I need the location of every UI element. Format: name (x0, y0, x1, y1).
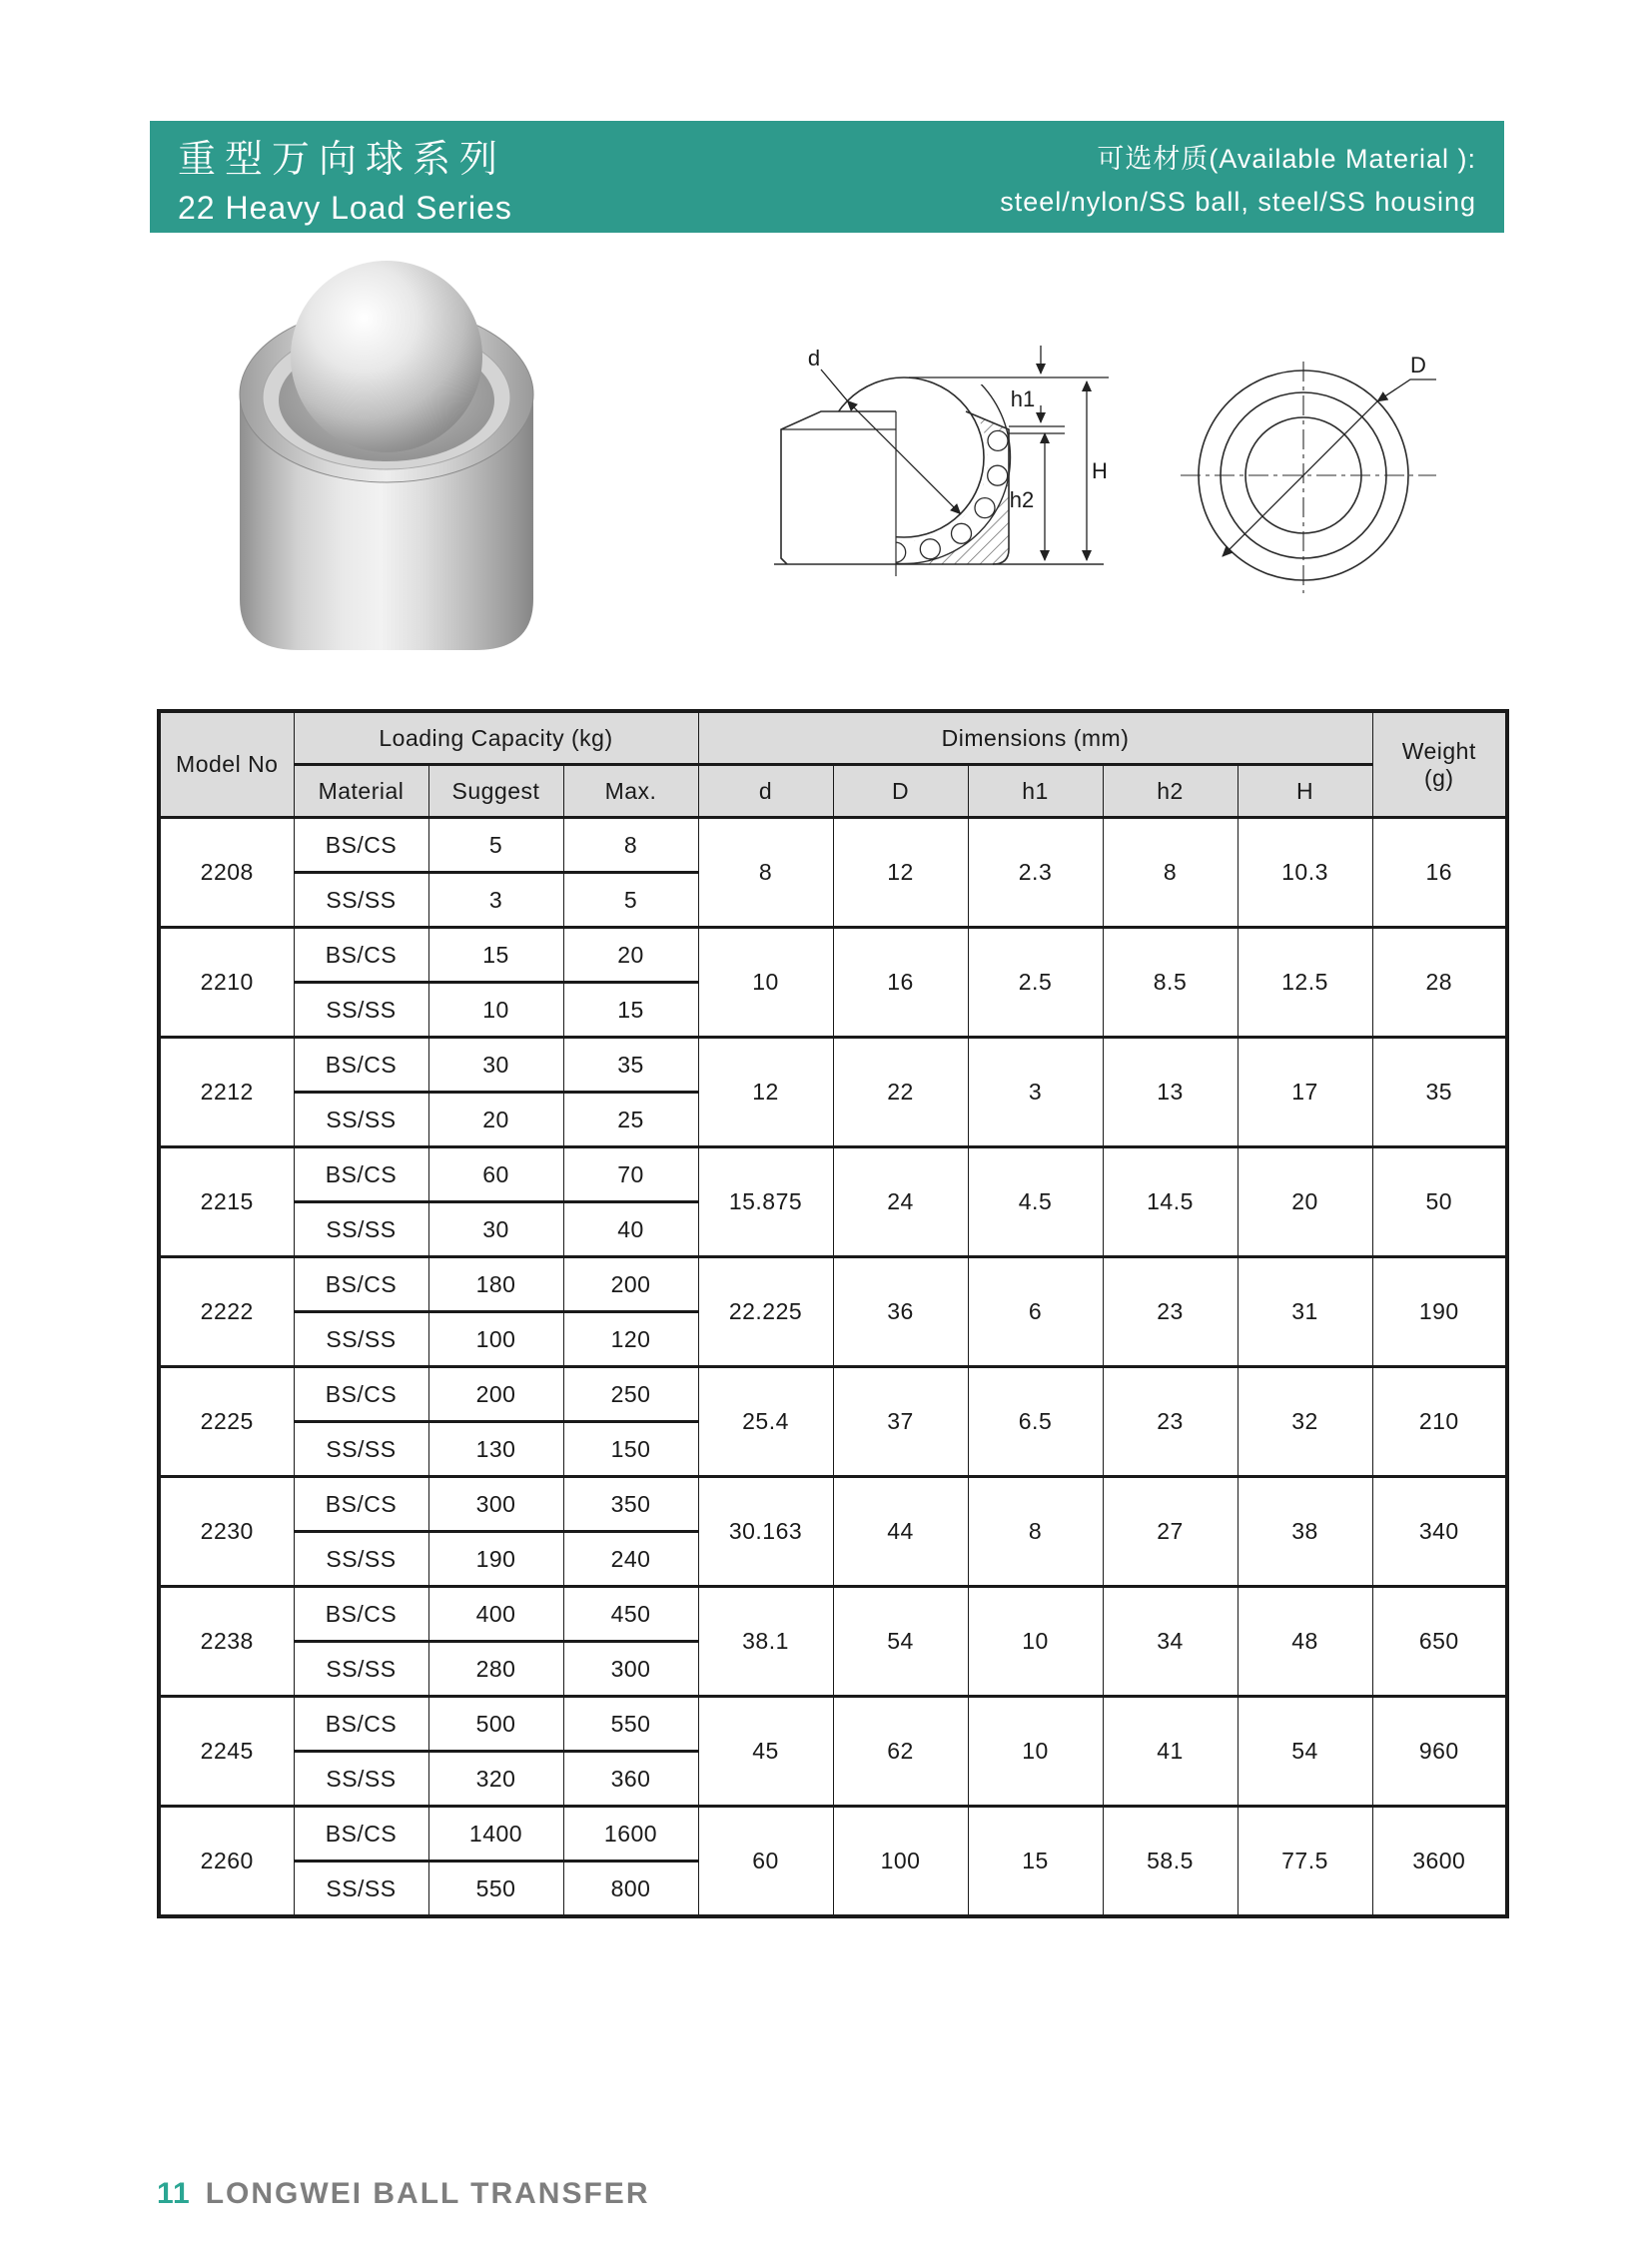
max-cell: 5 (563, 873, 698, 928)
col-header-dimensions: Dimensions (mm) (698, 711, 1372, 765)
weight-cell: 16 (1372, 818, 1507, 928)
dim-cell: 8.5 (1103, 928, 1238, 1038)
model-group (159, 1367, 1507, 1477)
dim-cell: 6 (968, 1257, 1103, 1367)
max-cell: 300 (563, 1642, 698, 1697)
max-cell: 360 (563, 1752, 698, 1807)
dim-cell: 15.875 (698, 1147, 833, 1257)
material-cell: SS/SS (294, 1752, 428, 1807)
material-cell: BS/CS (294, 1367, 428, 1422)
model-group (159, 1147, 1507, 1257)
table-row (159, 1587, 1507, 1642)
dim-cell: 12 (833, 818, 968, 928)
dim-cell: 30.163 (698, 1477, 833, 1587)
dim-cell: 37 (833, 1367, 968, 1477)
weight-cell: 960 (1372, 1697, 1507, 1807)
model-cell: 2208 (159, 818, 294, 928)
col-header-D: D (833, 765, 968, 818)
col-header-h2: h2 (1103, 765, 1238, 818)
dim-cell: 23 (1103, 1367, 1238, 1477)
dim-cell: 77.5 (1238, 1807, 1372, 1917)
suggest-cell: 30 (428, 1202, 563, 1257)
model-group (159, 818, 1507, 928)
dim-cell: 24 (833, 1147, 968, 1257)
dim-cell: 6.5 (968, 1367, 1103, 1477)
weight-cell: 190 (1372, 1257, 1507, 1367)
max-cell: 240 (563, 1532, 698, 1587)
max-cell: 15 (563, 983, 698, 1038)
dim-cell: 22.225 (698, 1257, 833, 1367)
suggest-cell: 300 (428, 1477, 563, 1532)
model-cell: 2245 (159, 1697, 294, 1807)
max-cell: 800 (563, 1862, 698, 1917)
weight-cell: 3600 (1372, 1807, 1507, 1917)
dim-cell: 8 (698, 818, 833, 928)
dim-cell: 2.3 (968, 818, 1103, 928)
suggest-cell: 30 (428, 1038, 563, 1093)
housing-left-section (781, 411, 896, 564)
material-cell: BS/CS (294, 1807, 428, 1862)
dim-cell: 23 (1103, 1257, 1238, 1367)
dim-cell: 54 (833, 1587, 968, 1697)
suggest-cell: 20 (428, 1093, 563, 1147)
max-cell: 8 (563, 818, 698, 873)
suggest-cell: 60 (428, 1147, 563, 1202)
dim-cell: 16 (833, 928, 968, 1038)
max-cell: 35 (563, 1038, 698, 1093)
max-cell: 150 (563, 1422, 698, 1477)
suggest-cell: 130 (428, 1422, 563, 1477)
model-cell: 2225 (159, 1367, 294, 1477)
dim-cell: 34 (1103, 1587, 1238, 1697)
available-material-block (1000, 137, 1476, 218)
dim-cell: 22 (833, 1038, 968, 1147)
dim-cell: 38 (1238, 1477, 1372, 1587)
model-group (159, 1477, 1507, 1587)
suggest-cell: 200 (428, 1367, 563, 1422)
table-row (159, 1038, 1507, 1093)
model-group (159, 1807, 1507, 1917)
col-header-weight: Weight (g) (1372, 711, 1507, 818)
table-row (159, 1257, 1507, 1312)
max-cell: 20 (563, 928, 698, 983)
suggest-cell: 500 (428, 1697, 563, 1752)
max-cell: 550 (563, 1697, 698, 1752)
dim-cell: 32 (1238, 1367, 1372, 1477)
series-title-en: 22 Heavy Load Series (178, 189, 512, 226)
dim-cell: 45 (698, 1697, 833, 1807)
col-header-suggest: Suggest (428, 765, 563, 818)
col-header-max: Max. (563, 765, 698, 818)
weight-cell: 35 (1372, 1038, 1507, 1147)
dim-label-d: d (807, 346, 821, 371)
suggest-cell: 5 (428, 818, 563, 873)
max-cell: 25 (563, 1093, 698, 1147)
dim-cell: 12 (698, 1038, 833, 1147)
brand-name: LONGWEI BALL TRANSFER (205, 2177, 650, 2210)
max-cell: 200 (563, 1257, 698, 1312)
page-footer (157, 2177, 649, 2211)
dim-cell: 36 (833, 1257, 968, 1367)
model-cell: 2222 (159, 1257, 294, 1367)
material-cell: SS/SS (294, 1532, 428, 1587)
col-header-d: d (698, 765, 833, 818)
material-cell: BS/CS (294, 1147, 428, 1202)
dim-cell: 15 (968, 1807, 1103, 1917)
weight-cell: 650 (1372, 1587, 1507, 1697)
table-row (159, 1477, 1507, 1532)
model-cell: 2230 (159, 1477, 294, 1587)
dim-cell: 100 (833, 1807, 968, 1917)
table-row (159, 1147, 1507, 1202)
dim-cell: 54 (1238, 1697, 1372, 1807)
col-header-model-no: Model No (159, 711, 294, 818)
material-cell: BS/CS (294, 928, 428, 983)
product-photo (212, 245, 561, 679)
col-header-material: Material (294, 765, 428, 818)
material-cell: SS/SS (294, 1862, 428, 1917)
dim-label-H: H (1092, 458, 1108, 483)
main-ball (291, 261, 482, 452)
model-group (159, 928, 1507, 1038)
model-group (159, 1587, 1507, 1697)
max-cell: 450 (563, 1587, 698, 1642)
dim-cell: 13 (1103, 1038, 1238, 1147)
dim-label-h1: h1 (1010, 386, 1036, 411)
model-cell: 2260 (159, 1807, 294, 1917)
material-cell: SS/SS (294, 1642, 428, 1697)
dim-cell: 38.1 (698, 1587, 833, 1697)
suggest-cell: 550 (428, 1862, 563, 1917)
material-cell: BS/CS (294, 818, 428, 873)
suggest-cell: 3 (428, 873, 563, 928)
dim-cell: 27 (1103, 1477, 1238, 1587)
dim-cell: 41 (1103, 1697, 1238, 1807)
material-cell: BS/CS (294, 1257, 428, 1312)
col-header-loading-capacity: Loading Capacity (kg) (294, 711, 698, 765)
suggest-cell: 400 (428, 1587, 563, 1642)
dim-cell: 4.5 (968, 1147, 1103, 1257)
table-row (159, 1697, 1507, 1752)
cross-section-drawing (769, 330, 1169, 579)
material-cell: SS/SS (294, 1422, 428, 1477)
model-cell: 2210 (159, 928, 294, 1038)
dim-cell: 10 (968, 1587, 1103, 1697)
model-group (159, 1257, 1507, 1367)
suggest-cell: 180 (428, 1257, 563, 1312)
table-header (159, 711, 1507, 818)
material-cell: SS/SS (294, 1312, 428, 1367)
suggest-cell: 190 (428, 1532, 563, 1587)
dim-cell: 31 (1238, 1257, 1372, 1367)
dim-cell: 3 (968, 1038, 1103, 1147)
dim-cell: 8 (968, 1477, 1103, 1587)
series-title-block (178, 128, 512, 227)
material-cell: SS/SS (294, 873, 428, 928)
model-cell: 2238 (159, 1587, 294, 1697)
dim-label-h2: h2 (1009, 487, 1035, 512)
dim-cell: 8 (1103, 818, 1238, 928)
spec-table (157, 709, 1509, 1918)
max-cell: 250 (563, 1367, 698, 1422)
material-cell: SS/SS (294, 1202, 428, 1257)
max-cell: 120 (563, 1312, 698, 1367)
col-header-h1: h1 (968, 765, 1103, 818)
material-cell: BS/CS (294, 1697, 428, 1752)
material-cell: SS/SS (294, 983, 428, 1038)
dim-cell: 44 (833, 1477, 968, 1587)
dim-cell: 2.5 (968, 928, 1103, 1038)
weight-cell: 28 (1372, 928, 1507, 1038)
suggest-cell: 10 (428, 983, 563, 1038)
model-cell: 2212 (159, 1038, 294, 1147)
max-cell: 70 (563, 1147, 698, 1202)
top-view-drawing (1179, 352, 1440, 601)
max-cell: 1600 (563, 1807, 698, 1862)
suggest-cell: 1400 (428, 1807, 563, 1862)
model-group (159, 1038, 1507, 1147)
dim-cell: 10 (968, 1697, 1103, 1807)
material-cell: BS/CS (294, 1587, 428, 1642)
available-material-value: steel/nylon/SS ball, steel/SS housing (1000, 186, 1476, 217)
col-header-H: H (1238, 765, 1372, 818)
series-banner (150, 121, 1504, 233)
table-row (159, 928, 1507, 983)
dim-cell: 60 (698, 1807, 833, 1917)
dim-cell: 48 (1238, 1587, 1372, 1697)
dim-cell: 25.4 (698, 1367, 833, 1477)
dim-cell: 10.3 (1238, 818, 1372, 928)
page-number: 11 (157, 2177, 191, 2210)
table-row (159, 818, 1507, 873)
series-title-zh: 重型万向球系列 (178, 138, 507, 181)
max-cell: 40 (563, 1202, 698, 1257)
dim-cell: 17 (1238, 1038, 1372, 1147)
table-row (159, 1367, 1507, 1422)
dim-cell: 14.5 (1103, 1147, 1238, 1257)
suggest-cell: 320 (428, 1752, 563, 1807)
dim-cell: 58.5 (1103, 1807, 1238, 1917)
dim-cell: 12.5 (1238, 928, 1372, 1038)
dim-cell: 20 (1238, 1147, 1372, 1257)
suggest-cell: 280 (428, 1642, 563, 1697)
dim-label-D: D (1410, 353, 1426, 377)
dim-cell: 10 (698, 928, 833, 1038)
material-cell: SS/SS (294, 1093, 428, 1147)
model-group (159, 1697, 1507, 1807)
weight-cell: 210 (1372, 1367, 1507, 1477)
material-cell: BS/CS (294, 1477, 428, 1532)
max-cell: 350 (563, 1477, 698, 1532)
model-cell: 2215 (159, 1147, 294, 1257)
available-material-label: 可选材质(Available Material ): (1097, 143, 1476, 174)
dim-cell: 62 (833, 1697, 968, 1807)
weight-cell: 340 (1372, 1477, 1507, 1587)
weight-cell: 50 (1372, 1147, 1507, 1257)
table-row (159, 1807, 1507, 1862)
suggest-cell: 100 (428, 1312, 563, 1367)
material-cell: BS/CS (294, 1038, 428, 1093)
suggest-cell: 15 (428, 928, 563, 983)
